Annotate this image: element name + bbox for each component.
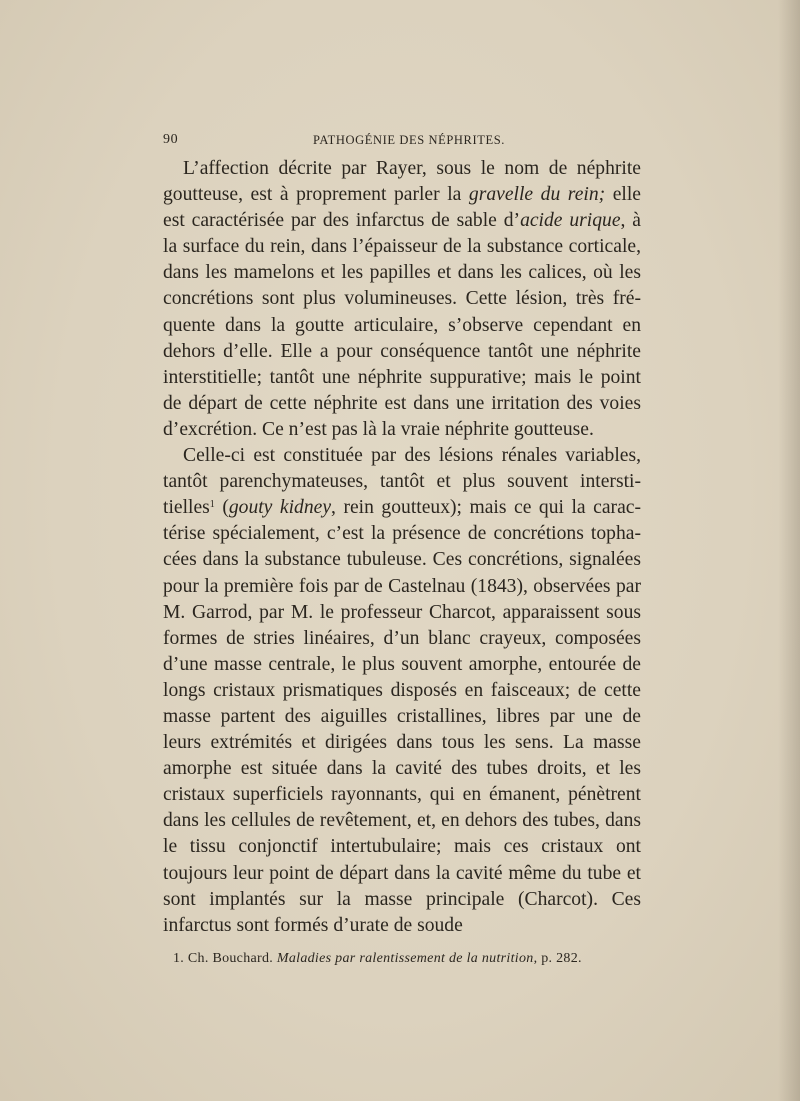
footnote-rest: , p. 282. [533, 950, 582, 966]
footnote-author: Ch. Bouchard. [184, 950, 277, 966]
paragraph-2 [163, 443, 641, 939]
paragraph-2-text-a: Celle-ci est constituée par des lésions rénales variables, tantôt parenchymateuses, tantôt et plus souvent interstitielles [163, 445, 641, 519]
paragraph-1-text-a: L’affection décrite par Rayer, sous le nom de néphrite goutteuse, est à proprement parler la [163, 158, 641, 206]
running-head [163, 130, 641, 152]
italic-term-gravelle: gravelle du rein; [468, 184, 606, 206]
running-title: PATHOGÉNIE DES NÉPHRITES. [313, 133, 505, 147]
footnote-reference: 1 [209, 499, 215, 511]
footnote-number: 1. [173, 950, 185, 966]
page-number: 90 [163, 132, 179, 147]
paragraph-1-text-c: , à la surface du rein, dans l’épaisseur de la substance corticale, dans les mamelons et les papilles et dans les calices, où les concrétions sont plus volumineuses. Cette lésion, très fréquente dans la goutte articulaire, s’observe cependant en dehors d’elle. Elle a pour conséquence tantôt une néphrite interstitielle; tantôt une néphrite suppurative; mais le point de départ de cette néphrite est dans une irritation des voies d’excrétion. Ce n’est pas là la vraie néphrite goutteuse. [163, 210, 641, 440]
page-edge-shadow [778, 0, 800, 1101]
italic-term-acide-urique: acide urique [520, 210, 621, 232]
paragraph-2-text-b: ( [214, 497, 229, 519]
body-text [163, 156, 641, 939]
paragraph-1-text-b: elle est caractérisée par des infarctus de sable d’ [163, 184, 642, 232]
footnote [163, 951, 641, 967]
paragraph-2-text-c: , rein goutteux); mais ce qui la caractérise spécialement, c’est la présence de concrétions tophacées dans la substance tubuleuse. Ces concrétions, signalées pour la première fois par de Castelnau (1843), observées par M. Garrod, par M. le professeur Charcot, apparaissent sous formes de stries linéaires, d’un blanc crayeux, composées d’une masse centrale, le plus souvent amorphe, entourée de longs cristaux prismatiques disposés en faisceaux; de cette masse partent des aiguilles cristallines, libres par une de leurs extrémités et dirigées dans tous les sens. La masse amorphe est située dans la cavité des tubes droits, et les cristaux superficiels rayonnants, qui en émanent, pénètrent dans les cellules de revêtement, et, en dehors des tubes, dans le tissu conjonctif intertubulaire; mais ces cristaux ont toujours leur point de départ dans la cavité même du tube et sont implantés sur la masse principale (Charcot). Ces infarctus sont formés d’urate de soude [163, 497, 641, 936]
italic-term-gouty-kidney: gouty kidney [228, 497, 332, 519]
paragraph-1 [163, 156, 641, 443]
footnote-title: Maladies par ralentissement de la nutrition [276, 950, 534, 966]
book-page [163, 130, 641, 967]
